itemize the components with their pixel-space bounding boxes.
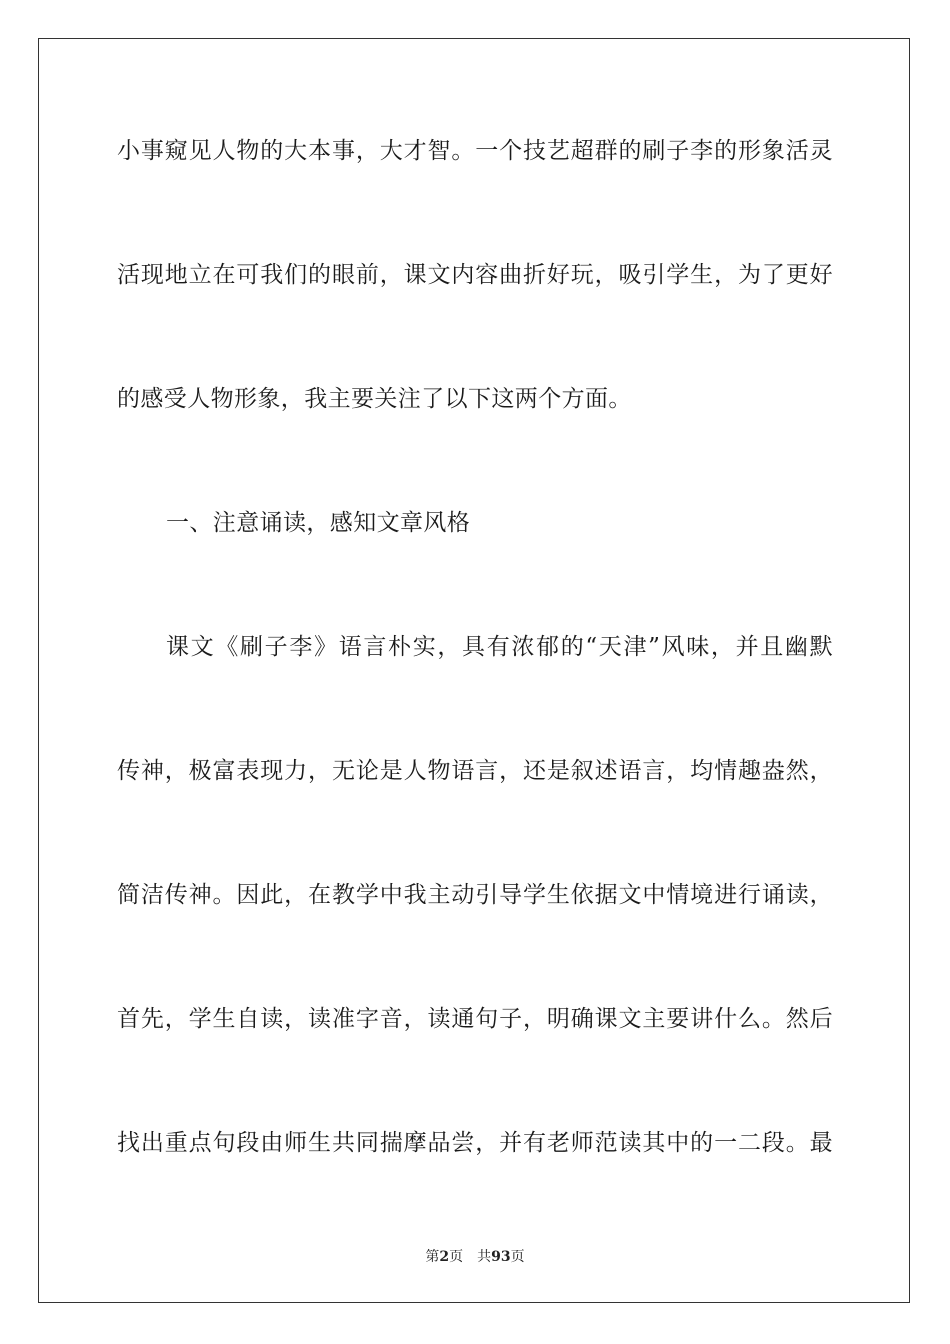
total-prefix: 共 bbox=[477, 1249, 492, 1265]
total-suffix: 页 bbox=[510, 1249, 525, 1265]
text-line: 活现地立在可我们的眼前，课文内容曲折好玩，吸引学生，为了更好 bbox=[117, 262, 833, 288]
text-line: 找出重点句段由师生共同揣摩品尝，并有老师范读其中的一二段。最 bbox=[117, 1130, 833, 1156]
section-heading: 一、注意诵读，感知文章风格 bbox=[166, 510, 471, 536]
text-line: 简洁传神。因此，在教学中我主动引导学生依据文中情境进行诵读， bbox=[117, 882, 833, 908]
page-number: 2 bbox=[439, 1249, 450, 1265]
page-border bbox=[38, 38, 910, 1303]
text-line: 小事窥见人物的大本事，大才智。一个技艺超群的刷子李的形象活灵 bbox=[117, 138, 833, 164]
total-pages: 93 bbox=[491, 1249, 511, 1265]
text-line: 首先，学生自读，读准字音，读通句子，明确课文主要讲什么。然后 bbox=[117, 1006, 833, 1032]
text-line: 传神，极富表现力，无论是人物语言，还是叙述语言，均情趣盎然， bbox=[117, 758, 833, 784]
text-line: 的感受人物形象，我主要关注了以下这两个方面。 bbox=[117, 386, 632, 412]
page-footer bbox=[0, 1248, 950, 1266]
page-prefix: 第 bbox=[425, 1249, 440, 1265]
page-suffix: 页 bbox=[449, 1249, 464, 1265]
text-line: 课文《刷子李》语言朴实，具有浓郁的“天津”风味，并且幽默 bbox=[166, 634, 833, 660]
